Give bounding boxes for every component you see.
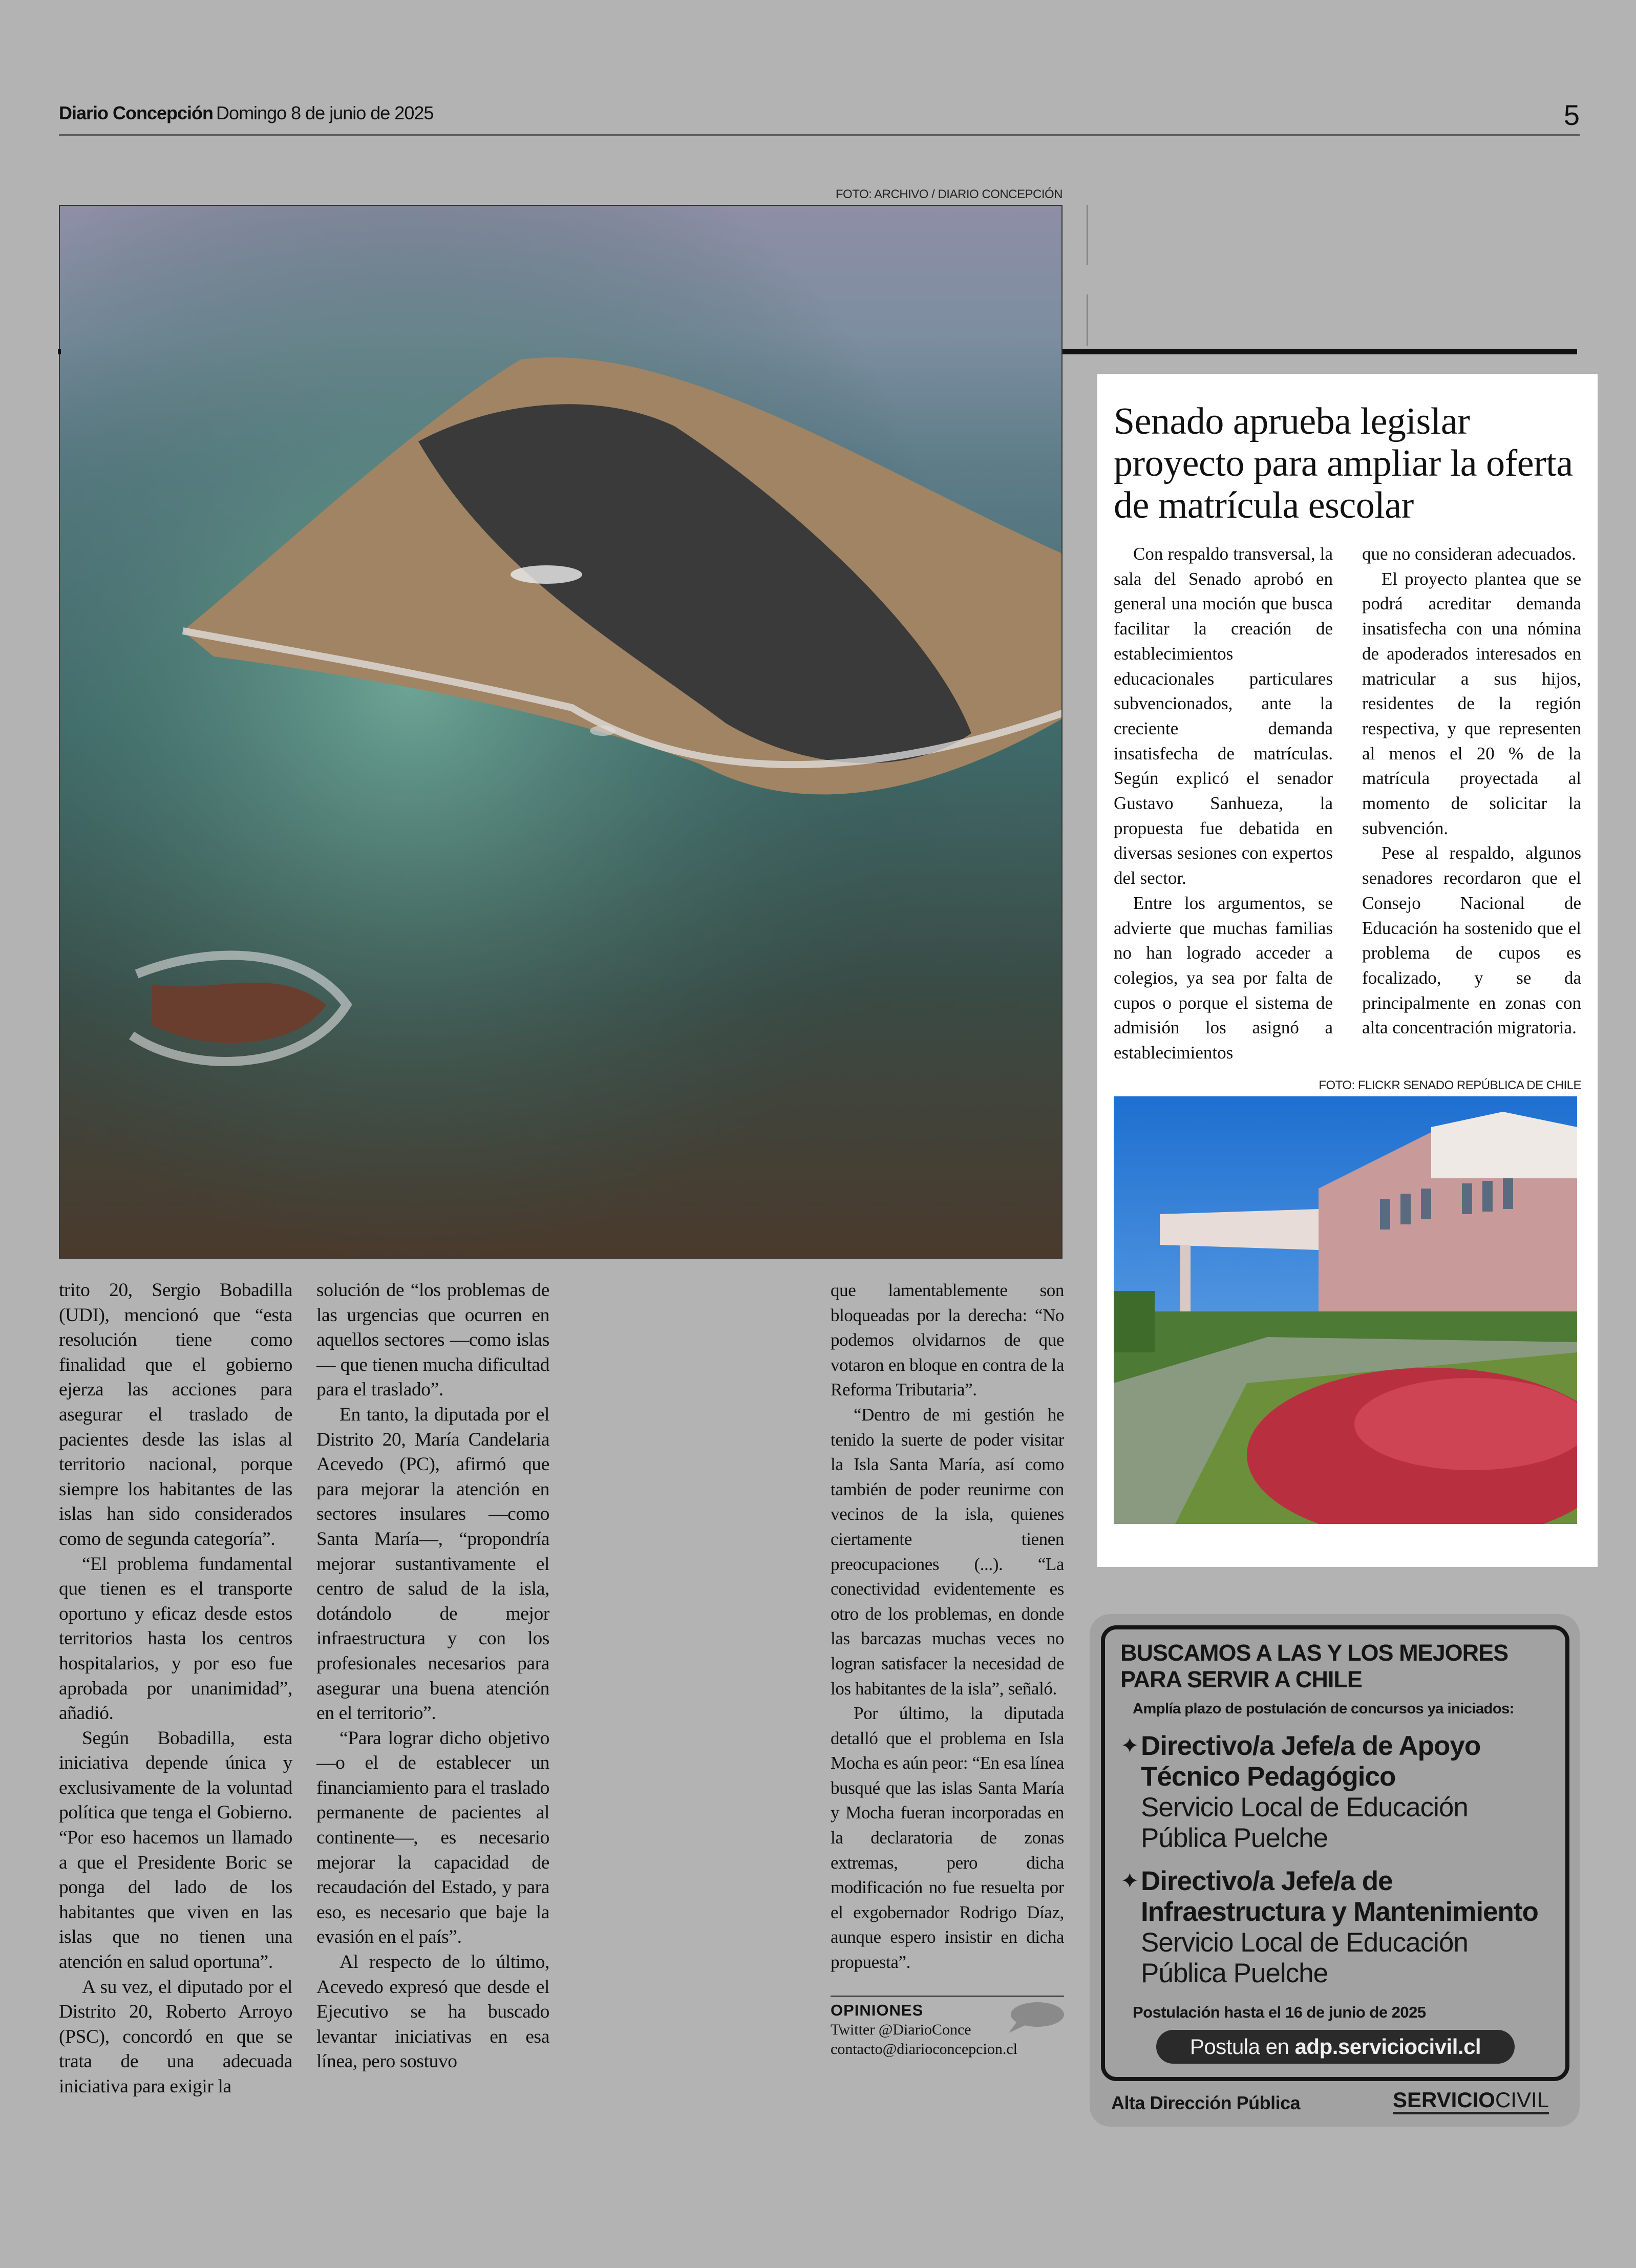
paragraph: A su vez, el diputado por el Distrito 20, Roberto Arroyo (PSC), concordó en que se trata de una adecuada iniciativa para exigir la — [59, 1976, 292, 2097]
newspaper-name: Diario Concepción — [59, 102, 214, 123]
apply-link-button[interactable] — [1156, 2030, 1515, 2064]
ad-heading-line: PARA SERVIR A CHILE — [1120, 1666, 1362, 1692]
ad-frame — [1101, 1625, 1569, 2081]
opiniones-box — [831, 1996, 1064, 2059]
senado-column-2 — [1362, 542, 1581, 1066]
application-deadline: Postulación hasta el 16 de junio de 2025 — [1133, 2003, 1426, 2021]
article-column-2 — [316, 1278, 549, 2074]
page-number: 5 — [1563, 99, 1580, 131]
paragraph: que no consideran adecuados. — [1362, 544, 1576, 564]
job-organization: Pública Puelche — [1141, 1823, 1328, 1853]
paragraph: Al respecto de lo último, Acevedo expresó que desde el Ejecutivo se ha buscado levantar iniciativas en esa línea, pero sostuvo — [316, 1952, 549, 2072]
job-title: Infraestructura y Mantenimiento — [1141, 1897, 1538, 1927]
paragraph: “Dentro de mi gestión he tenido la suerte de poder visitar la Isla Santa María, así como también de poder reunirme con vecinos de la isla, quienes ciertamente tienen preocupaciones (...). “La conectividad evidentemente es otro de los problemas, en donde las barcazas muchas veces no logran satisfacer la necesidad de los habitantes de la isla”, señaló. — [831, 1404, 1064, 1699]
senate-building-photo — [1114, 1096, 1577, 1524]
contact-email[interactable]: contacto@diarioconcepcion.cl — [831, 2040, 1017, 2058]
header-rule — [59, 134, 1580, 136]
paragraph: Entre los argumentos, se advierte que muchas familias no han logrado acceder a colegios, ya sea por falta de cupos o porque el sistema de admisión los asignó a establecimientos — [1114, 893, 1333, 1063]
logo-bold: SERVICIO — [1393, 2088, 1495, 2112]
job-organization: Pública Puelche — [1141, 1958, 1328, 1988]
job-listing — [1120, 1866, 1556, 1989]
issue-date: Domingo 8 de junio de 2025 — [216, 102, 434, 123]
logo-light: CIVIL — [1495, 2088, 1549, 2112]
senado-photo-credit: FOTO: FLICKR SENADO REPÚBLICA DE CHILE — [1319, 1078, 1581, 1092]
paragraph: que lamentablemente son bloqueadas por la derecha: “No podemos olvidarnos de que votaron en bloque en contra de la Reforma Tributaria”. — [831, 1280, 1064, 1400]
paragraph: “El problema fundamental que tienen es el transporte oportuno y eficaz desde estos territorios hasta los centros hospitalarios, y por eso fue aprobada por unanimidad”, añadió. — [59, 1553, 292, 1724]
cta-prefix: Postula en — [1189, 2034, 1289, 2059]
job-listing — [1120, 1731, 1556, 1854]
job-organization: Servicio Local de Educación — [1141, 1927, 1468, 1958]
paragraph: Por último, la diputada detalló que el problema en Isla Mocha es aún peor: “En esa línea busqué que las islas Santa María y Mocha fueran incorporadas en la declaratoria de zonas extremas, pero dicha modificación no fue resuelta por el exgobernador Rodrigo Díaz, aunque espero insistir en dicha propuesta”. — [831, 1703, 1064, 1973]
job-title: Directivo/a Jefe/a de Apoyo — [1141, 1731, 1481, 1761]
paragraph: El proyecto plantea que se podrá acreditar demanda insatisfecha con una nómina de apoderados interesados en matricular a sus hijos, residentes de la región respectiva, y que representen al menos el 20 % de la matrícula proyectada al momento de solicitar la subvención. — [1362, 568, 1581, 838]
section-rule — [58, 349, 61, 354]
senado-column-1 — [1114, 542, 1333, 1066]
opiniones-title: OPINIONES — [831, 2001, 924, 2019]
article-column-1 — [59, 1278, 292, 2100]
servicio-civil-logo — [1393, 2088, 1549, 2114]
servicio-civil-ad — [1090, 1614, 1580, 2127]
ad-subheading: Amplía plazo de postulación de concursos ya iniciados: — [1133, 1701, 1514, 1717]
twitter-handle[interactable]: Twitter @DiarioConce — [831, 2021, 971, 2038]
ad-heading-line: BUSCAMOS A LAS Y LOS MEJORES — [1120, 1640, 1508, 1666]
column-divider — [1087, 205, 1088, 265]
job-title: Directivo/a Jefe/a de — [1141, 1866, 1393, 1896]
main-photo-credit: FOTO: ARCHIVO / DIARIO CONCEPCIÓN — [835, 187, 1063, 201]
ad-footer — [1101, 2081, 1569, 2114]
article-column-3 — [831, 1278, 1064, 2059]
paragraph: “Para lograr dicho objetivo —o el de establecer un financiamiento para el traslado permanente de pacientes al continente—, es necesario mejorar la capacidad de recaudación del Estado, y para eso, es necesario que baje la evasión en el país”. — [316, 1727, 549, 1948]
star-bullet-icon: ✦ — [1120, 1869, 1139, 1894]
paragraph: trito 20, Sergio Bobadilla (UDI), mencionó que “esta resolución tiene como finalidad que el gobierno ejerza las acciones para asegurar el traslado de pacientes desde las islas al territorio nacional, porque siempre los habitantes de las islas han sido considerados como de segunda categoría”. — [59, 1280, 292, 1550]
alta-direccion-label: Alta Dirección Pública — [1111, 2092, 1301, 2113]
star-bullet-icon: ✦ — [1120, 1733, 1139, 1758]
job-title: Técnico Pedagógico — [1141, 1762, 1396, 1792]
paragraph: Según Bobadilla, esta iniciativa depende única y exclusivamente de la voluntad política que tenga el Gobierno. “Por eso hacemos un llamado a que el Presidente Boric se ponga del lado de los habitantes que viven en las islas que no tienen una atención en salud oportuna”. — [59, 1727, 292, 1973]
job-organization: Servicio Local de Educación — [1141, 1792, 1468, 1822]
cta-url: adp.serviciocivil.cl — [1294, 2034, 1481, 2059]
senado-body — [1114, 542, 1581, 1066]
section-rule — [1063, 349, 1577, 354]
senado-article — [1097, 374, 1598, 1567]
page-header — [59, 99, 1580, 133]
paragraph: En tanto, la diputada por el Distrito 20, María Candelaria Acevedo (PC), afirmó que para mejorar la atención en sectores insulares —como Santa María—, “propondría mejorar sustantivamente el centro de salud de la isla, dotándolo de mejor infraestructura y con los profesionales necesarios para asegurar una buena atención en el territorio”. — [316, 1404, 549, 1724]
column-divider — [1087, 294, 1088, 346]
paragraph: Con respaldo transversal, la sala del Senado aprobó en general una moción que busca facilitar la creación de establecimientos educacionales particulares subvencionados, ante la creciente demanda insatisfecha de matrículas. Según explicó el senador Gustavo Sanhueza, la propuesta fue debatida en diversas sesiones con expertos del sector. — [1114, 544, 1333, 888]
ad-heading — [1120, 1640, 1556, 1693]
senado-headline: Senado aprueba legislar proyecto para ampliar la oferta de matrícula escolar — [1114, 400, 1573, 526]
island-aerial-photo — [59, 205, 1063, 1259]
divider — [831, 1996, 1064, 1997]
paragraph: solución de “los problemas de las urgencias que ocurren en aquellos sectores —como islas— que tienen mucha dificultad para el traslado”. — [316, 1280, 549, 1401]
paragraph: Pese al respaldo, algunos senadores recordaron que el Consejo Nacional de Educación ha sostenido que el problema de cupos es focalizado, y se da principalmente en zonas con alta concentración migratoria. — [1362, 843, 1581, 1038]
